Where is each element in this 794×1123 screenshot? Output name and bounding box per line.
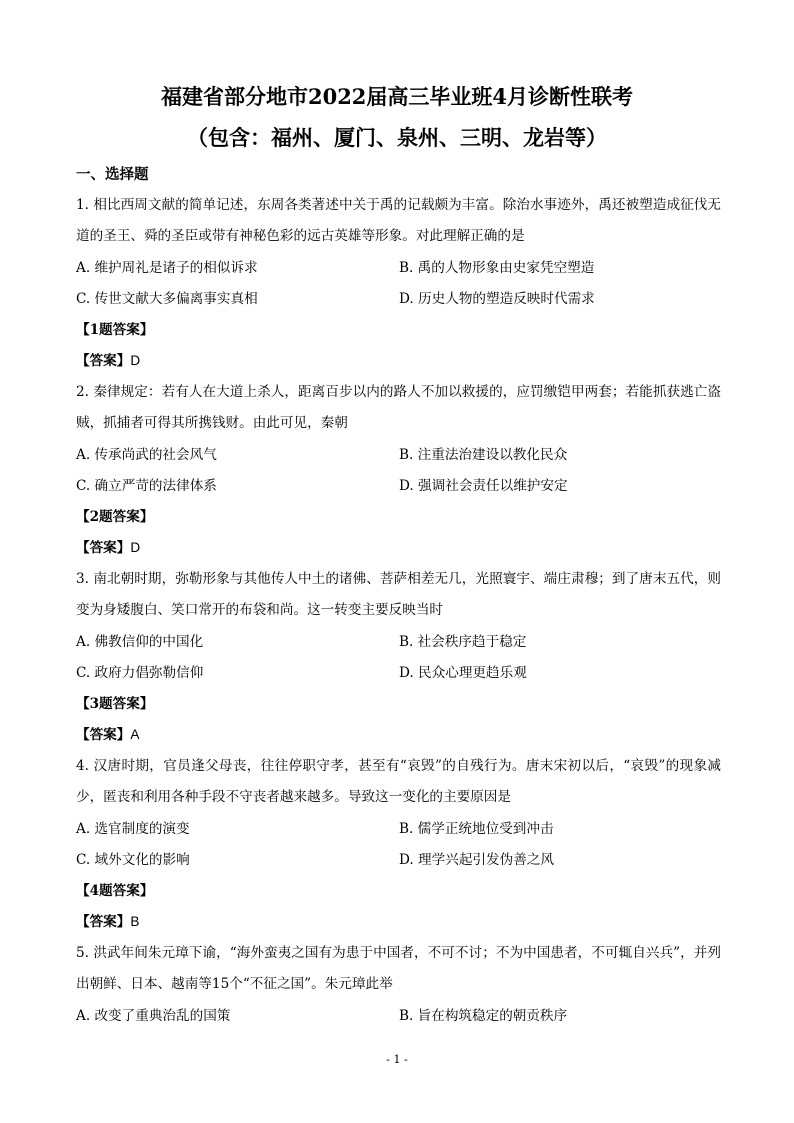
answer-value: B [130, 914, 140, 929]
answer-label: 【答案】 [76, 540, 131, 556]
question-1-option-b: B. 禹的人物形象由史家凭空塑造 [399, 260, 595, 276]
question-4-stem: 4. 汉唐时期，官员逢父母丧，往往停职守孝，甚至有“哀毁”的自残行为。唐末宋初以后，“哀毁”的现象减少，匿丧和利用各种手段不守丧者越来越多。导致这一变化的主要原因是 [76, 758, 721, 805]
question-2-answer-header: 【2题答案】 [76, 509, 154, 525]
question-4-option-a: A. 选官制度的演变 [76, 821, 190, 837]
question-3-option-a: A. 佛教信仰的中国化 [76, 634, 204, 650]
question-3-answer [76, 725, 139, 745]
answer-value: A [130, 727, 140, 742]
question-3-option-c: C. 政府力倡弥勒信仰 [76, 665, 204, 681]
question-4-option-b: B. 儒学正统地位受到冲击 [399, 821, 554, 837]
question-3-option-b: B. 社会秩序趋于稳定 [399, 634, 527, 650]
question-1-answer-header: 【1题答案】 [76, 322, 154, 338]
document-title: 福建省部分地市2022届高三毕业班4月诊断性联考 [160, 84, 634, 109]
question-1-option-c: C. 传世文献大多偏离事实真相 [76, 291, 258, 307]
question-4-answer-header: 【4题答案】 [76, 883, 154, 899]
question-1-stem: 1. 相比西周文献的简单记述，东周各类著述中关于禹的记载颇为丰富。除治水事迹外，禹还被塑造成征伐无道的圣王、舜的圣臣或带有神秘色彩的远古英雄等形象。对此理解正确的是 [76, 197, 721, 244]
question-3-answer-header: 【3题答案】 [76, 696, 154, 712]
question-2-option-c: C. 确立严苛的法律体系 [76, 478, 217, 494]
question-2-option-d: D. 强调社会责任以维护安定 [399, 478, 568, 494]
question-1-option-d: D. 历史人物的塑造反映时代需求 [399, 291, 595, 307]
document-subtitle: （包含：福州、厦门、泉州、三明、龙岩等） [187, 125, 607, 150]
question-4-answer [76, 912, 139, 932]
question-4-option-c: C. 域外文化的影响 [76, 852, 190, 868]
question-5-option-b: B. 旨在构筑稳定的朝贡秩序 [399, 1008, 568, 1024]
answer-label: 【答案】 [76, 727, 131, 743]
question-1-answer [76, 351, 140, 371]
question-5-stem: 5. 洪武年间朱元璋下谕，“海外蛮夷之国有为患于中国者，不可不讨；不为中国患者，不可辄自兴兵”，并列出朝鲜、日本、越南等15个“不征之国”。朱元璋此举 [76, 945, 721, 992]
answer-value: D [130, 540, 141, 555]
question-2-option-b: B. 注重法治建设以教化民众 [399, 447, 568, 463]
answer-value: D [130, 353, 141, 368]
question-2-option-a: A. 传承尚武的社会风气 [76, 447, 217, 463]
section-title: 一、选择题 [76, 166, 149, 183]
question-4-option-d: D. 理学兴起引发伪善之风 [399, 852, 554, 868]
question-1-option-a: A. 维护周礼是诸子的相似诉求 [76, 260, 258, 276]
question-2-stem: 2. 秦律规定：若有人在大道上杀人，距离百步以内的路人不加以救援的，应罚缴铠甲两套；若能抓获逃亡盗贼，抓捕者可得其所携钱财。由此可见，秦朝 [76, 384, 721, 431]
answer-label: 【答案】 [76, 914, 131, 930]
question-3-stem: 3. 南北朝时期，弥勒形象与其他传人中土的诸佛、菩萨相差无几，光照寰宇、端庄肃穆；到了唐末五代，则变为身矮腹白、笑口常开的布袋和尚。这一转变主要反映当时 [76, 571, 721, 618]
question-5-option-a: A. 改变了重典治乱的国策 [76, 1008, 231, 1024]
question-2-answer [76, 538, 140, 558]
page-number: - 1 - [386, 1053, 408, 1066]
question-3-option-d: D. 民众心理更趋乐观 [399, 665, 527, 681]
answer-label: 【答案】 [76, 353, 131, 369]
